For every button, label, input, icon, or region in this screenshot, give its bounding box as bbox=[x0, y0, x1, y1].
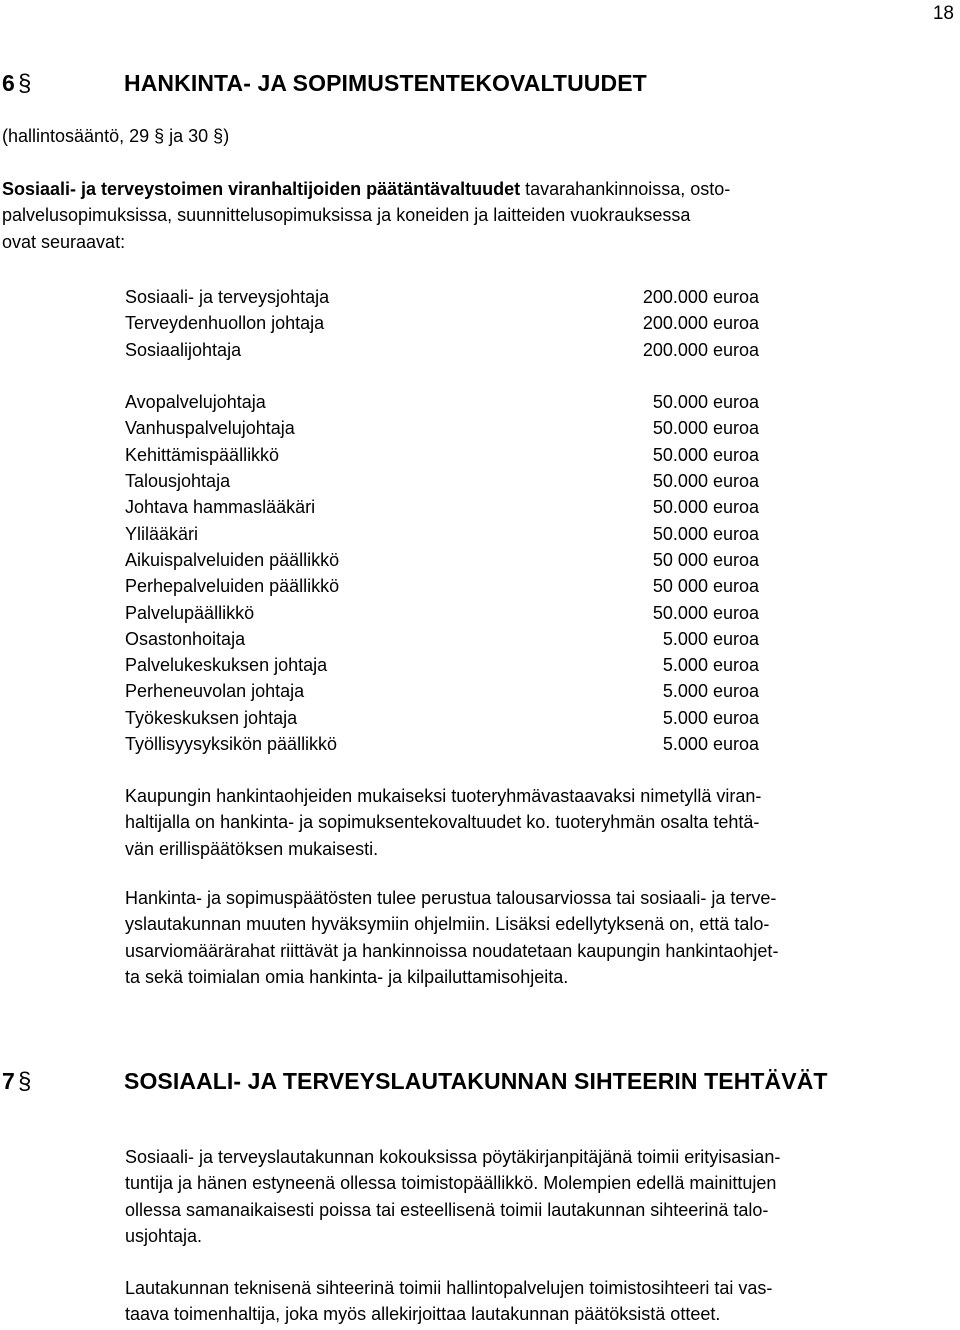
authority-amount: 50.000 euroa bbox=[652, 523, 759, 544]
paragraph-line: yslautakunnan muuten hyväksymiin ohjelmiin. Lisäksi edellytyksenä on, että talo- bbox=[125, 914, 770, 935]
paragraph-line: taava toimenhaltija, joka myös allekirjoittaa lautakunnan päätöksistä otteet. bbox=[125, 1304, 721, 1325]
paragraph-line: Kaupungin hankintaohjeiden mukaiseksi tuoteryhmävastaavaksi nimetyllä viran- bbox=[125, 786, 762, 806]
authority-row bbox=[125, 310, 759, 336]
intro-text: tavarahankinnoissa, osto- bbox=[520, 179, 731, 199]
authority-title: Osastonhoitaja bbox=[125, 628, 246, 649]
paragraph-line bbox=[2, 176, 730, 202]
paragraph-line: ta sekä toimialan omia hankinta- ja kilpailuttamisohjeita. bbox=[125, 966, 569, 987]
section-7-heading bbox=[2, 1068, 828, 1096]
product-group-paragraph bbox=[125, 783, 761, 862]
authority-amount: 5.000 euroa bbox=[662, 734, 759, 755]
authority-amount: 200.000 euroa bbox=[642, 313, 759, 334]
intro-bold-text: Sosiaali- ja terveystoimen viranhaltijoiden päätäntävaltuudet bbox=[2, 179, 521, 199]
section-sign: § bbox=[154, 126, 165, 146]
authority-row bbox=[125, 494, 759, 520]
authority-amount: 50.000 euroa bbox=[652, 602, 759, 623]
authority-title: Avopalvelujohtaja bbox=[125, 392, 266, 413]
reference-text: ja 30 bbox=[164, 126, 214, 146]
authority-amount: 50.000 euroa bbox=[652, 497, 759, 518]
authority-title: Johtava hammaslääkäri bbox=[125, 497, 316, 518]
authority-amount: 50.000 euroa bbox=[652, 471, 759, 492]
authority-title: Sosiaalijohtaja bbox=[125, 339, 242, 360]
reference-text: (hallintosääntö, 29 bbox=[2, 126, 155, 146]
authority-row bbox=[125, 337, 759, 363]
paragraph-line: Sosiaali- ja terveyslautakunnan kokouksissa pöytäkirjanpitäjänä toimii erityisasian- bbox=[125, 1147, 781, 1167]
paragraph-line: usarviomäärärahat riittävät ja hankinnoissa noudatetaan kaupungin hankintaohjet- bbox=[125, 940, 779, 961]
authority-amount: 50 000 euroa bbox=[652, 576, 759, 597]
authority-row bbox=[125, 284, 759, 310]
authority-title: Työkeskuksen johtaja bbox=[125, 707, 298, 728]
section-sign: § bbox=[18, 70, 32, 97]
authority-amount: 200.000 euroa bbox=[642, 339, 759, 360]
authority-amount: 50.000 euroa bbox=[652, 392, 759, 413]
authority-title: Työllisyysyksikön päällikkö bbox=[125, 734, 338, 755]
paragraph-line: vän erillispäätöksen mukaisesti. bbox=[125, 838, 379, 859]
list-gap bbox=[125, 363, 759, 389]
authority-amount: 5.000 euroa bbox=[662, 628, 759, 649]
intro-paragraph bbox=[2, 176, 730, 255]
section-sign: § bbox=[18, 1068, 32, 1095]
authority-row bbox=[125, 547, 759, 573]
authority-row bbox=[125, 731, 759, 757]
authority-title: Talousjohtaja bbox=[125, 471, 231, 492]
authority-amount: 5.000 euroa bbox=[662, 707, 759, 728]
rule-reference bbox=[2, 123, 229, 149]
authority-amount: 5.000 euroa bbox=[662, 681, 759, 702]
paragraph-line: haltijalla on hankinta- ja sopimuksentekovaltuudet ko. tuoteryhmän osalta tehtä- bbox=[125, 812, 760, 833]
authority-amount: 50.000 euroa bbox=[652, 444, 759, 465]
paragraph-line: ovat seuraavat: bbox=[2, 231, 126, 252]
authority-title: Vanhuspalvelujohtaja bbox=[125, 418, 295, 439]
authority-amount: 50.000 euroa bbox=[652, 418, 759, 439]
authority-title: Ylilääkäri bbox=[125, 523, 199, 544]
authority-title: Aikuispalveluiden päällikkö bbox=[125, 549, 340, 570]
authority-title: Palvelukeskuksen johtaja bbox=[125, 655, 328, 676]
authority-row bbox=[125, 573, 759, 599]
page-number: 18 bbox=[932, 3, 954, 24]
reference-text: ) bbox=[223, 126, 230, 146]
authority-title: Perhepalveluiden päällikkö bbox=[125, 576, 340, 597]
authority-row bbox=[125, 415, 759, 441]
authority-row bbox=[125, 600, 759, 626]
budget-paragraph bbox=[125, 885, 778, 990]
paragraph-line: palvelusopimuksissa, suunnittelusopimuksissa ja koneiden ja laitteiden vuokrauksessa bbox=[2, 205, 691, 226]
authority-row bbox=[125, 652, 759, 678]
paragraph-line: usjohtaja. bbox=[125, 1225, 203, 1246]
authority-title: Sosiaali- ja terveysjohtaja bbox=[125, 287, 330, 307]
section-number: 7 bbox=[2, 1068, 15, 1094]
authority-row bbox=[125, 626, 759, 652]
paragraph-line: Lautakunnan teknisenä sihteerinä toimii hallintopalvelujen toimistosihteeri tai vas- bbox=[125, 1278, 773, 1298]
authority-row bbox=[125, 468, 759, 494]
authority-title: Perheneuvolan johtaja bbox=[125, 681, 305, 702]
section-title: HANKINTA- JA SOPIMUSTENTEKOVALTUUDET bbox=[124, 70, 647, 96]
authority-row bbox=[125, 678, 759, 704]
authority-row bbox=[125, 521, 759, 547]
paragraph-line: ollessa samanaikaisesti poissa tai esteellisenä toimii lautakunnan sihteerinä talo- bbox=[125, 1199, 769, 1220]
section-number: 6 bbox=[2, 70, 15, 96]
authority-title: Palvelupäällikkö bbox=[125, 602, 255, 623]
technical-secretary-paragraph bbox=[125, 1275, 772, 1328]
authority-row bbox=[125, 442, 759, 468]
authority-title: Terveydenhuollon johtaja bbox=[125, 313, 325, 334]
section-sign: § bbox=[213, 126, 224, 146]
authority-row bbox=[125, 389, 759, 415]
authority-title: Kehittämispäällikkö bbox=[125, 444, 280, 465]
authority-row bbox=[125, 705, 759, 731]
secretary-paragraph bbox=[125, 1144, 780, 1249]
authority-list bbox=[125, 284, 759, 757]
authority-amount: 5.000 euroa bbox=[662, 655, 759, 676]
paragraph-line: tuntija ja hänen estyneenä ollessa toimistopäällikkö. Molempien edellä mainittujen bbox=[125, 1173, 777, 1194]
authority-amount: 200.000 euroa bbox=[642, 287, 759, 307]
authority-amount: 50 000 euroa bbox=[652, 549, 759, 570]
paragraph-line: Hankinta- ja sopimuspäätösten tulee perustua talousarviossa tai sosiaali- ja terve- bbox=[125, 888, 777, 908]
section-title: SOSIAALI- JA TERVEYSLAUTAKUNNAN SIHTEERIN TEHTÄVÄT bbox=[124, 1068, 828, 1094]
section-6-heading bbox=[2, 70, 647, 98]
